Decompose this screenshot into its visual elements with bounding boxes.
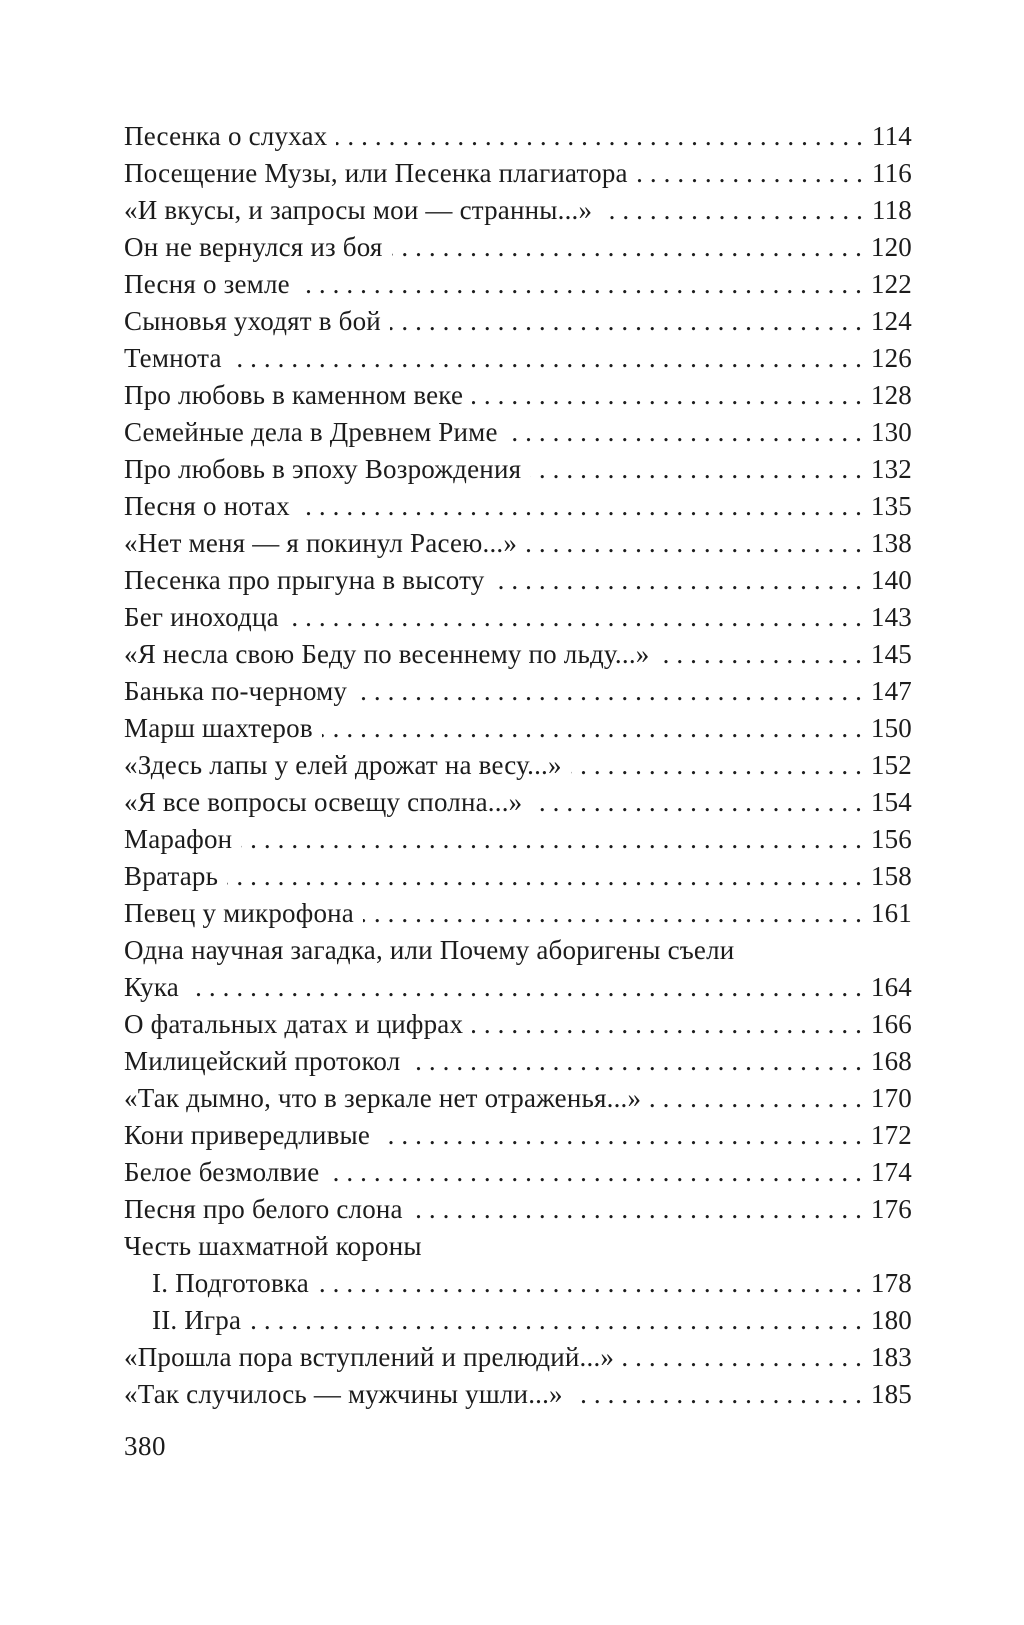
toc-entry-page: 130	[870, 417, 912, 447]
dot-leader	[571, 747, 869, 784]
dot-leader	[231, 340, 869, 377]
toc-entry-title: Песня о нотах	[124, 491, 290, 521]
toc-entry-page: 166	[870, 1009, 912, 1039]
toc-entry-title: «Так дымно, что в зеркале нет отраженья...»	[124, 1083, 642, 1113]
toc-row	[124, 1154, 912, 1191]
dot-leader	[250, 1302, 869, 1339]
dot-leader	[322, 710, 869, 747]
toc-entry-title: Про любовь в каменном веке	[124, 380, 464, 410]
dot-leader	[188, 969, 869, 1006]
toc-entry-title: Песня о земле	[124, 269, 290, 299]
dot-leader	[531, 784, 869, 821]
dot-leader	[318, 1265, 869, 1302]
toc-row	[124, 1006, 912, 1043]
toc-entry-title: Банька по-черному	[124, 676, 348, 706]
toc-row	[124, 969, 912, 1006]
toc-entry-page: 178	[870, 1268, 912, 1298]
toc-entry-page: 158	[870, 861, 912, 891]
toc-entry-page: 176	[870, 1194, 912, 1224]
toc-entry-page: 180	[870, 1305, 912, 1335]
dot-leader	[623, 1339, 869, 1376]
toc-entry-title: Белое безмолвие	[124, 1157, 320, 1187]
toc-entry-title: «Здесь лапы у елей дрожат на весу...»	[124, 750, 562, 780]
toc-entry-title: «Я все вопросы освещу сполна...»	[124, 787, 523, 817]
toc-entry-page: 152	[870, 750, 912, 780]
toc-entry-title: II. Игра	[152, 1305, 242, 1335]
toc-list	[124, 118, 912, 1413]
page-number: 380	[124, 1431, 166, 1461]
toc-entry-title: «И вкусы, и запросы мои — странны...»	[124, 195, 593, 225]
toc-row	[124, 118, 912, 155]
toc-entry-title: О фатальных датах и цифрах	[124, 1009, 464, 1039]
toc-entry-title: «Так случилось — мужчины ушли...»	[124, 1379, 563, 1409]
toc-entry-title: Марш шахтеров	[124, 713, 313, 743]
toc-row	[124, 895, 912, 932]
toc-entry-page: 145	[870, 639, 912, 669]
dot-leader	[637, 155, 870, 192]
toc-row	[124, 1376, 912, 1413]
toc-row	[124, 673, 912, 710]
toc-entry-title: Марафон	[124, 824, 233, 854]
dot-leader	[379, 1117, 869, 1154]
dot-leader	[299, 488, 869, 525]
toc-row	[124, 1265, 912, 1302]
toc-row	[124, 1339, 912, 1376]
toc-entry-title: Милицейский протокол	[124, 1046, 401, 1076]
toc-entry-page: 147	[870, 676, 912, 706]
toc-row	[124, 747, 912, 784]
toc-row	[124, 377, 912, 414]
dot-leader	[288, 599, 869, 636]
toc-row	[124, 1117, 912, 1154]
toc-row	[124, 562, 912, 599]
toc-entry-title: Он не вернулся из боя	[124, 232, 383, 262]
toc-row	[124, 303, 912, 340]
toc-row	[124, 155, 912, 192]
toc-row	[124, 266, 912, 303]
toc-row	[124, 340, 912, 377]
toc-row	[124, 1080, 912, 1117]
dot-leader	[409, 1043, 868, 1080]
toc-row	[124, 636, 912, 673]
dot-leader	[299, 266, 869, 303]
toc-row	[124, 710, 912, 747]
toc-entry-page: 183	[870, 1342, 912, 1372]
toc-entry-title: «Я несла свою Беду по весеннему по льду...»	[124, 639, 650, 669]
toc-row	[124, 525, 912, 562]
toc-entry-title: Кони привередливые	[124, 1120, 371, 1150]
toc-entry-page: 120	[870, 232, 912, 262]
toc-entry-page: 126	[870, 343, 912, 373]
dot-leader	[572, 1376, 869, 1413]
dot-leader	[328, 1154, 869, 1191]
toc-row	[124, 932, 912, 969]
toc-row	[124, 784, 912, 821]
toc-entry-title: «Нет меня — я покинул Расею...»	[124, 528, 518, 558]
dot-leader	[526, 525, 869, 562]
dot-leader	[356, 673, 869, 710]
toc-row	[124, 1043, 912, 1080]
dot-leader	[363, 895, 869, 932]
toc-row	[124, 858, 912, 895]
toc-entry-title: «Прошла пора вступлений и прелюдий...»	[124, 1342, 615, 1372]
toc-entry-page: 185	[870, 1379, 912, 1409]
toc-entry-title: Кука	[124, 972, 179, 1002]
toc-row	[124, 821, 912, 858]
toc-entry-page: 128	[870, 380, 912, 410]
toc-entry-title: Бег иноходца	[124, 602, 279, 632]
toc-entry-page: 140	[870, 565, 912, 595]
toc-entry-title: Песенка о слухах	[124, 121, 328, 151]
dot-leader	[227, 858, 869, 895]
toc-entry-page: 156	[870, 824, 912, 854]
toc-entry-page: 138	[870, 528, 912, 558]
toc-entry-title: Семейные дела в Древнем Риме	[124, 417, 498, 447]
toc-entry-page: 116	[871, 158, 912, 188]
dot-leader	[658, 636, 868, 673]
toc-entry-page: 174	[870, 1157, 912, 1187]
toc-entry-page: 172	[870, 1120, 912, 1150]
toc-entry-title: Одна научная загадка, или Почему аборигены съели	[124, 935, 735, 965]
dot-leader	[472, 1006, 869, 1043]
toc-entry-page: 161	[870, 898, 912, 928]
toc-entry-page: 132	[870, 454, 912, 484]
toc-entry-title: Темнота	[124, 343, 222, 373]
toc-row	[124, 599, 912, 636]
toc-entry-page: 124	[870, 306, 912, 336]
dot-leader	[241, 821, 869, 858]
dot-leader	[390, 303, 869, 340]
toc-entry-page: 170	[870, 1083, 912, 1113]
toc-entry-page: 154	[870, 787, 912, 817]
toc-entry-title: Посещение Музы, или Песенка плагиатора	[124, 158, 628, 188]
toc-entry-page: 122	[870, 269, 912, 299]
dot-leader	[493, 562, 868, 599]
toc-entry-page: 150	[870, 713, 912, 743]
toc-entry-title: Честь шахматной короны	[124, 1231, 422, 1261]
toc-entry-page: 114	[871, 121, 912, 151]
dot-leader	[336, 118, 870, 155]
toc-entry-title: Про любовь в эпоху Возрождения	[124, 454, 522, 484]
toc-entry-page: 118	[871, 195, 912, 225]
toc-entry-title: I. Подготовка	[152, 1268, 309, 1298]
toc-entry-page: 135	[870, 491, 912, 521]
toc-entry-page: 164	[870, 972, 912, 1002]
toc-row	[124, 414, 912, 451]
toc-entry-page: 143	[870, 602, 912, 632]
toc-entry-title: Вратарь	[124, 861, 219, 891]
toc-row	[124, 451, 912, 488]
toc-entry-title: Песенка про прыгуна в высоту	[124, 565, 485, 595]
dot-leader	[412, 1191, 869, 1228]
toc-row	[124, 229, 912, 266]
dot-leader	[507, 414, 869, 451]
toc-row	[124, 1302, 912, 1339]
toc-entry-title: Сыновья уходят в бой	[124, 306, 381, 336]
dot-leader	[601, 192, 870, 229]
toc-entry-page: 168	[870, 1046, 912, 1076]
toc-entry-title: Песня про белого слона	[124, 1194, 403, 1224]
toc-row	[124, 1191, 912, 1228]
dot-leader	[530, 451, 869, 488]
toc-entry-title: Певец у микрофона	[124, 898, 354, 928]
dot-leader	[472, 377, 869, 414]
dot-leader	[392, 229, 869, 266]
toc-row	[124, 488, 912, 525]
dot-leader	[650, 1080, 869, 1117]
toc-row	[124, 1228, 912, 1265]
toc-row	[124, 192, 912, 229]
